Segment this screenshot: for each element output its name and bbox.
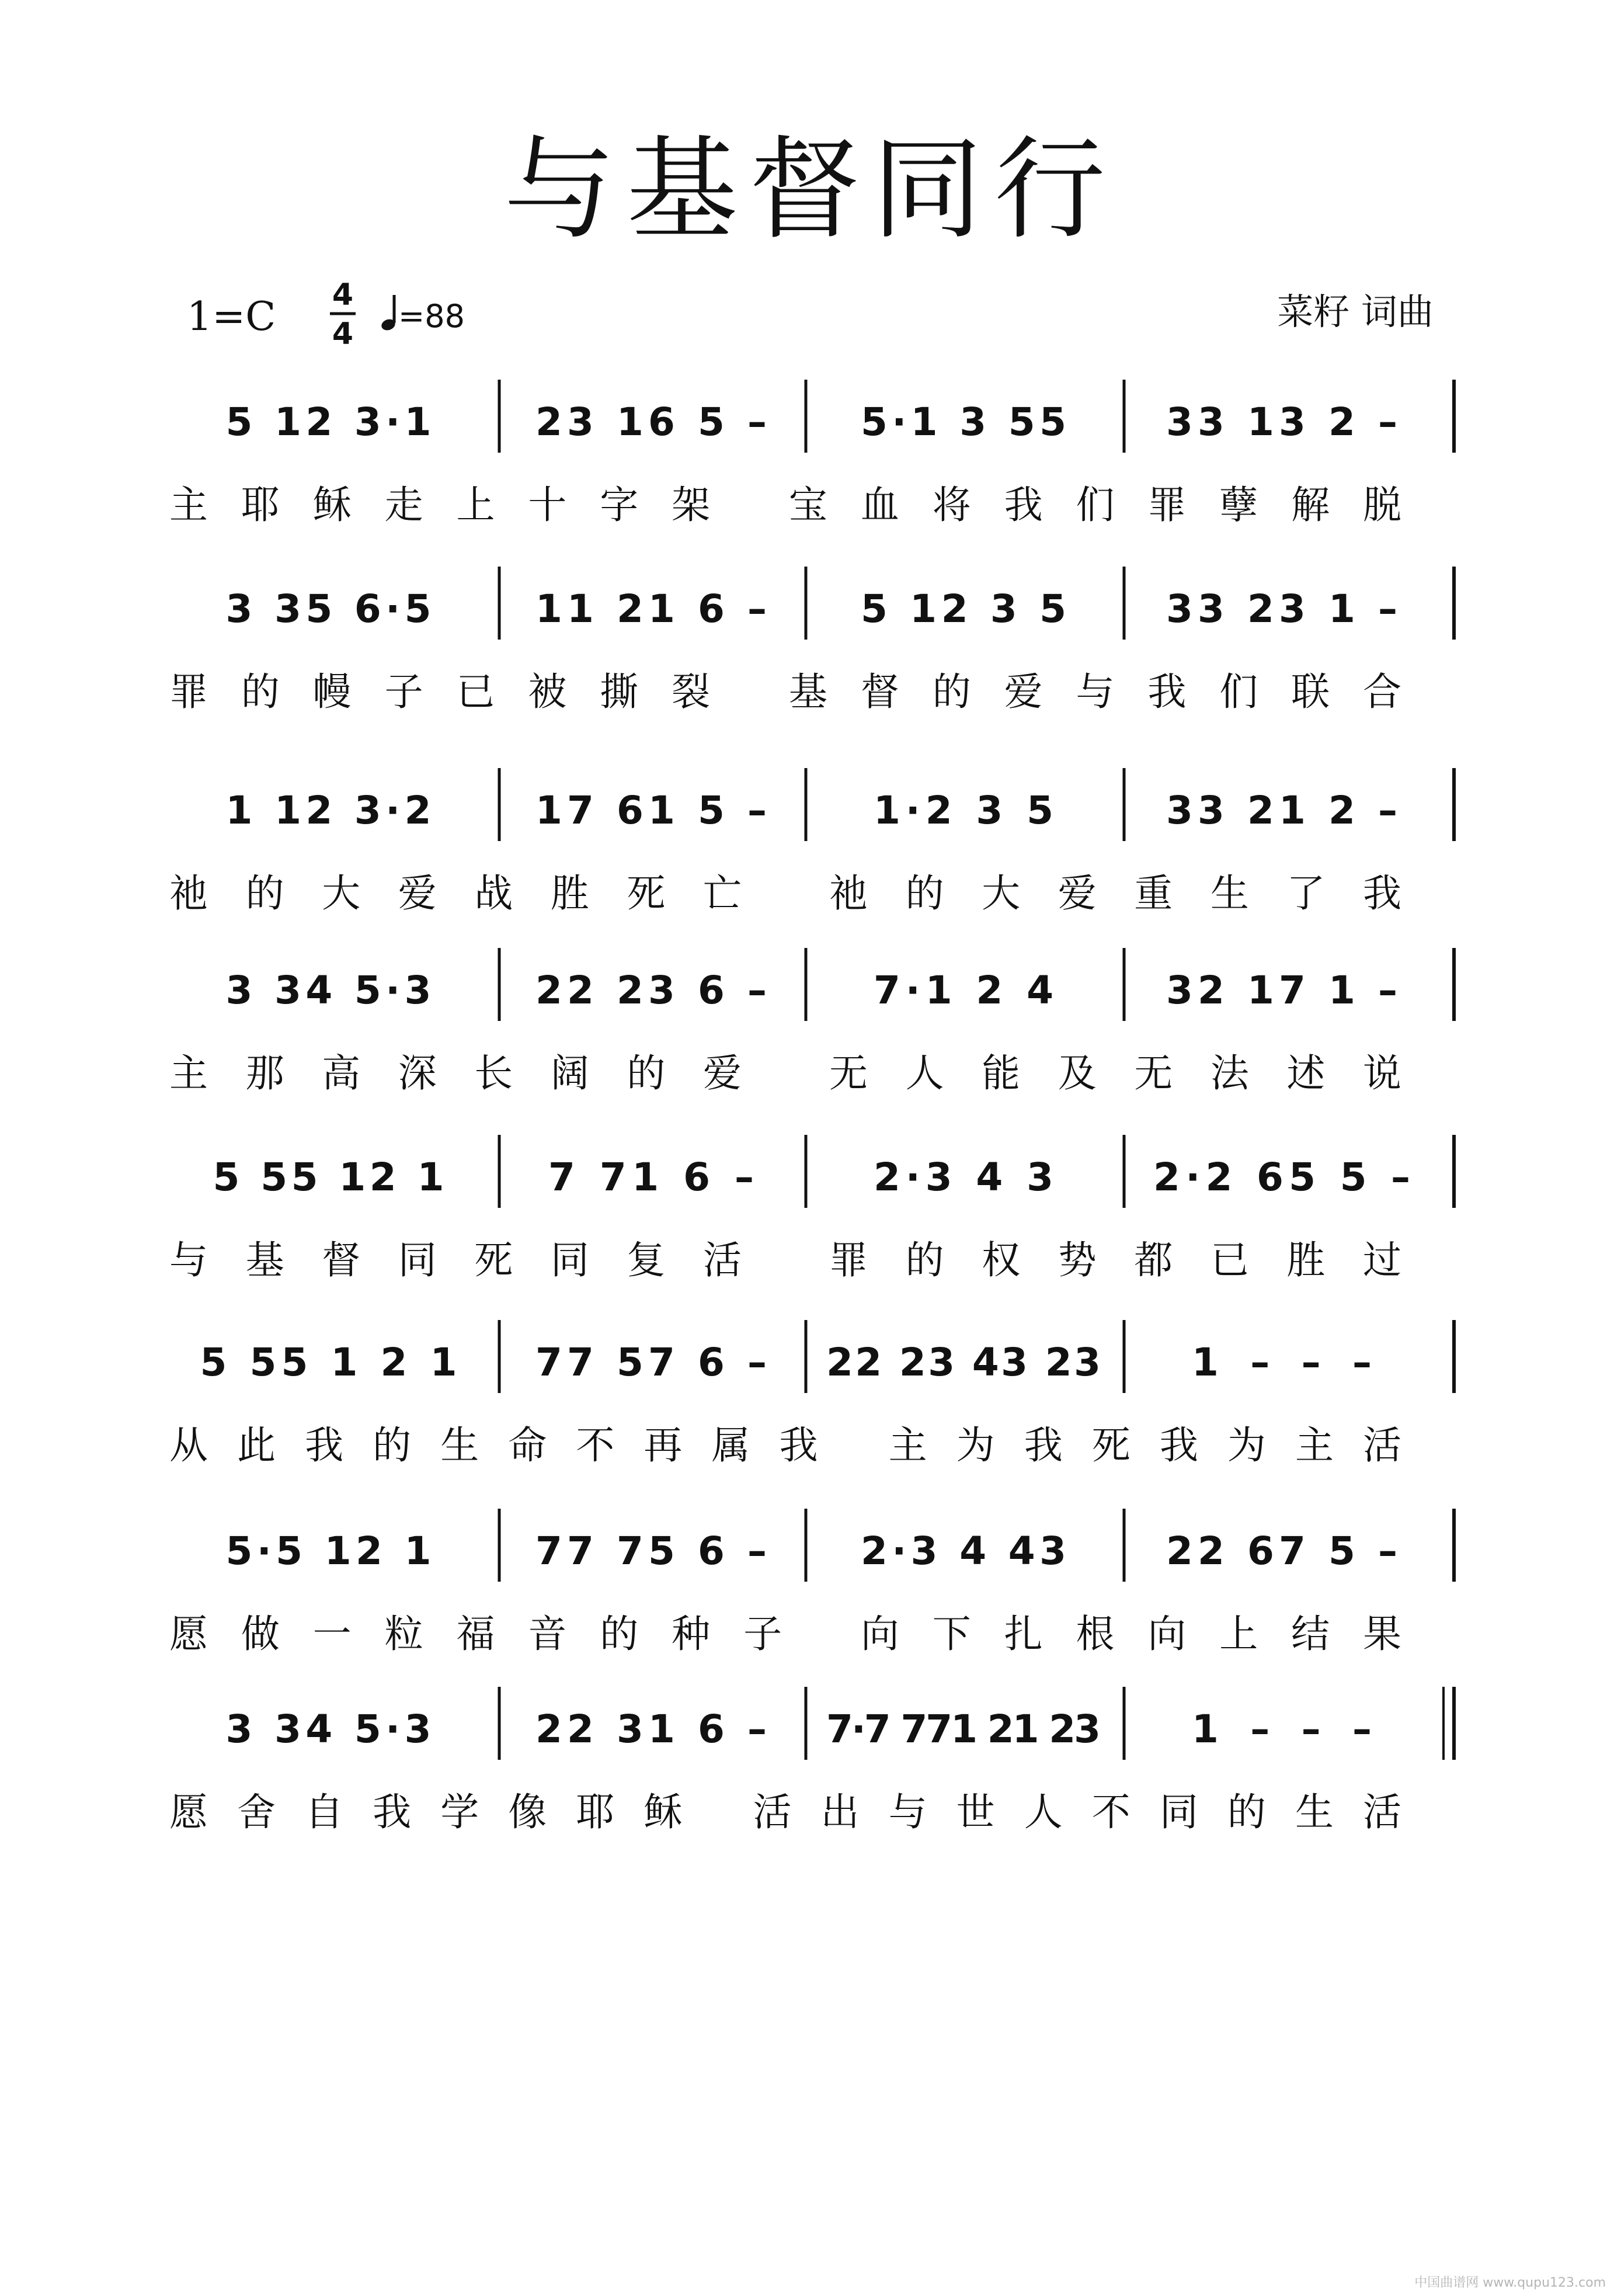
- measure-notes: 2·3 4 43: [861, 1529, 1066, 1573]
- watermark: 中国曲谱网 www.qupu123.com: [1414, 2276, 1606, 2290]
- score-system: [169, 1320, 1454, 1468]
- tempo-marking: =88: [398, 298, 465, 335]
- measure-notes: 77 75 6 –: [535, 1529, 767, 1573]
- measure-notes: 77 57 6 –: [535, 1340, 767, 1385]
- measure-notes: 7·7 771 21 23: [826, 1707, 1101, 1752]
- measure-notes: 23 16 5 –: [535, 400, 767, 444]
- measure-notes: 3 34 5·3: [225, 1707, 432, 1752]
- score-system: [169, 768, 1454, 916]
- time-signature: [330, 277, 356, 352]
- measure-notes: 33 13 2 –: [1166, 400, 1397, 444]
- author-credit: 菜籽 词曲: [1277, 290, 1434, 333]
- score-system: [169, 1509, 1454, 1656]
- measure-notes: 22 23 6 –: [535, 968, 767, 1013]
- measure-notes: 2·3 4 3: [874, 1155, 1053, 1200]
- measure-notes: 1·2 3 5: [874, 788, 1053, 833]
- measure-notes: 5·5 12 1: [225, 1529, 432, 1573]
- lyric-line: 主那高深长阔的爱 无人能及无法述说: [169, 1051, 1401, 1096]
- key-signature: 1=C: [187, 294, 276, 340]
- time-signature-top: 4: [332, 277, 354, 312]
- measure-notes: 3 34 5·3: [225, 968, 432, 1013]
- measure-notes: 1 – – –: [1192, 1340, 1372, 1385]
- measure-notes: 1 – – –: [1192, 1707, 1372, 1752]
- measure-notes: 22 31 6 –: [535, 1707, 767, 1752]
- measure-notes: 1 12 3·2: [225, 788, 432, 833]
- measure-notes: 7·1 2 4: [874, 968, 1053, 1013]
- measure-notes: 22 67 5 –: [1166, 1529, 1397, 1573]
- score-system: [169, 1135, 1454, 1283]
- measure-notes: 2·2 65 5 –: [1153, 1155, 1410, 1200]
- measure-notes: 3 35 6·5: [225, 586, 432, 631]
- lyric-line: 愿舍自我学像耶稣 活出与世人不同的生活: [169, 1790, 1401, 1835]
- lyric-line: 主耶稣走上十字架 宝血将我们罪孽解脱: [169, 482, 1401, 527]
- lyric-line: 与基督同死同复活 罪的权势都已胜过: [169, 1238, 1401, 1283]
- measure-notes: 17 61 5 –: [535, 788, 767, 833]
- score-system: [169, 1687, 1454, 1835]
- lyric-line: 从此我的生命不再属我 主为我死我为主活: [169, 1423, 1401, 1468]
- measure-notes: 33 21 2 –: [1166, 788, 1397, 833]
- score-system: [169, 567, 1454, 714]
- measure-notes: 22 23 43 23: [826, 1340, 1101, 1385]
- score-system: [169, 948, 1454, 1096]
- score-systems: [169, 380, 1454, 1835]
- measure-notes: 32 17 1 –: [1166, 968, 1397, 1013]
- score-title: 与基督同行: [503, 125, 1118, 254]
- lyric-line: 祂的大爱战胜死亡 祂的大爱重生了我: [169, 871, 1401, 916]
- measure-notes: 33 23 1 –: [1166, 586, 1397, 631]
- time-signature-bottom: 4: [332, 317, 354, 352]
- measure-notes: 5 55 1 2 1: [200, 1340, 457, 1385]
- quarter-note-icon: [380, 295, 397, 332]
- measure-notes: 11 21 6 –: [535, 586, 767, 631]
- measure-notes: 5 55 12 1: [213, 1155, 444, 1200]
- measure-notes: 5 12 3·1: [225, 400, 432, 444]
- score-system: [169, 380, 1454, 527]
- measure-notes: 7 71 6 –: [548, 1155, 754, 1200]
- lyric-line: 愿做一粒福音的种子 向下扎根向上结果: [169, 1611, 1401, 1656]
- measure-notes: 5·1 3 55: [861, 400, 1066, 444]
- measure-notes: 5 12 3 5: [861, 586, 1066, 631]
- lyric-line: 罪的幔子已被撕裂 基督的爱与我们联合: [169, 669, 1401, 714]
